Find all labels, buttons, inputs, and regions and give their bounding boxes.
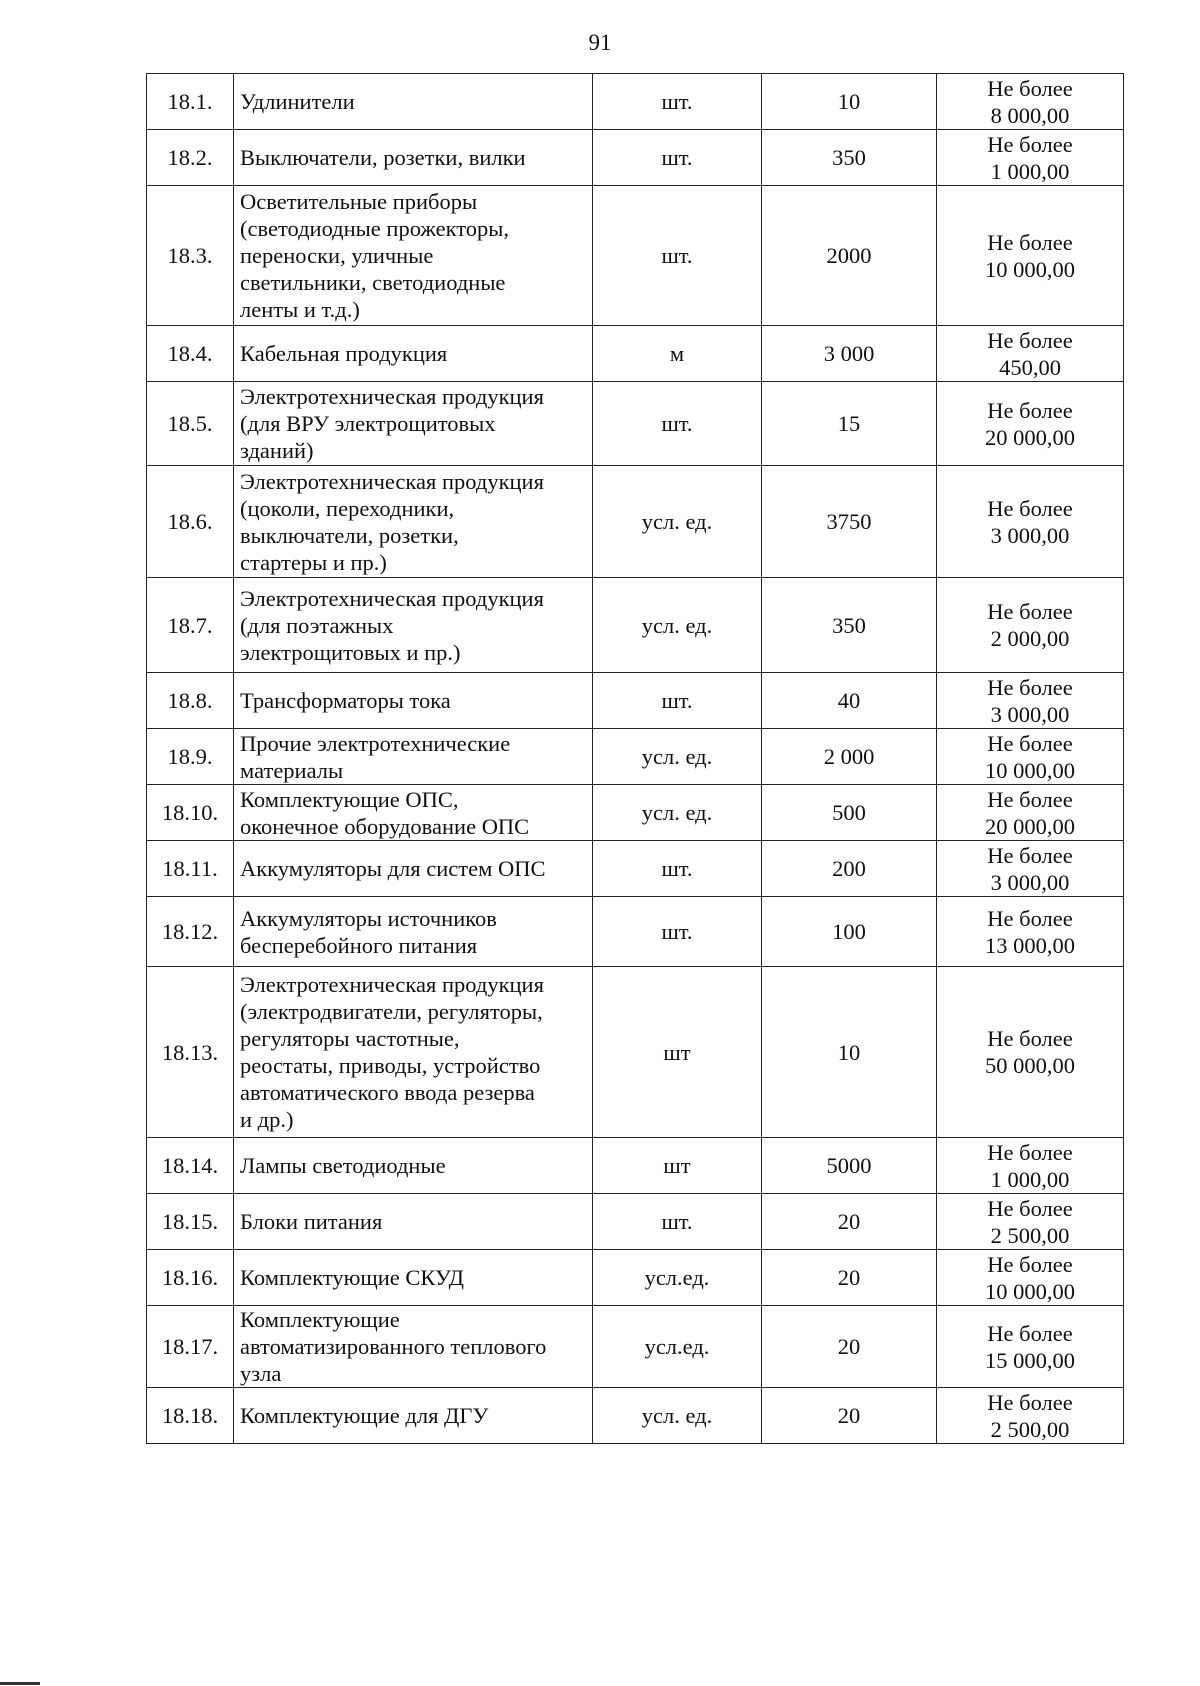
item-name-line: (для поэтажных bbox=[240, 612, 394, 638]
table-row bbox=[147, 326, 1124, 382]
table-row bbox=[147, 841, 1124, 897]
price-cell bbox=[937, 578, 1124, 673]
item-name-line: автоматизированного теплового bbox=[240, 1334, 547, 1359]
item-name-line: Осветительные приборы bbox=[240, 189, 478, 214]
item-name-line: материалы bbox=[240, 757, 344, 783]
quantity-cell: 2000 bbox=[762, 186, 937, 326]
price-cell bbox=[937, 729, 1124, 785]
row-number-cell: 18.3. bbox=[147, 186, 234, 326]
row-number-cell: 18.16. bbox=[147, 1250, 234, 1306]
item-name-line: Выключатели, розетки, вилки bbox=[240, 145, 526, 170]
price-line: Не более bbox=[987, 1320, 1073, 1346]
price-line: 15 000,00 bbox=[985, 1347, 1075, 1373]
unit-cell: усл.ед. bbox=[593, 1306, 762, 1388]
price-cell bbox=[937, 841, 1124, 897]
price-line: Не более bbox=[987, 842, 1073, 868]
item-name-line: (цоколи, переходники, bbox=[240, 495, 455, 521]
table-row bbox=[147, 578, 1124, 673]
item-name-line: переноски, уличные bbox=[240, 243, 434, 268]
item-name-cell bbox=[234, 729, 593, 785]
item-name-line: Удлинители bbox=[240, 89, 355, 114]
item-name-line: реостаты, приводы, устройство bbox=[240, 1053, 541, 1078]
item-name-line: Блоки питания bbox=[240, 1209, 383, 1234]
item-name-line: Прочие электротехнические bbox=[240, 730, 511, 756]
item-name-cell bbox=[234, 326, 593, 382]
item-name-cell bbox=[234, 1138, 593, 1194]
unit-cell: шт. bbox=[593, 130, 762, 186]
table-row bbox=[147, 1388, 1124, 1444]
item-name-line: автоматического ввода резерва bbox=[240, 1080, 535, 1105]
item-name-line: выключатели, розетки, bbox=[240, 522, 459, 548]
price-line: Не более bbox=[987, 730, 1073, 756]
price-line: 50 000,00 bbox=[985, 1053, 1075, 1078]
price-line: Не более bbox=[987, 495, 1073, 521]
table-row bbox=[147, 897, 1124, 967]
price-line: 2 500,00 bbox=[990, 1222, 1070, 1248]
item-name-line: (для ВРУ электрощитовых bbox=[240, 411, 496, 436]
price-line: Не более bbox=[987, 1026, 1073, 1051]
price-cell bbox=[937, 897, 1124, 967]
table-row bbox=[147, 967, 1124, 1138]
item-name-cell bbox=[234, 1250, 593, 1306]
row-number-cell: 18.11. bbox=[147, 841, 234, 897]
table-row bbox=[147, 729, 1124, 785]
row-number-cell: 18.6. bbox=[147, 466, 234, 578]
quantity-cell: 20 bbox=[762, 1194, 937, 1250]
item-name-line: оконечное оборудование ОПС bbox=[240, 813, 530, 839]
price-line: Не более bbox=[987, 1195, 1073, 1221]
row-number-cell: 18.4. bbox=[147, 326, 234, 382]
item-name-line: зданий) bbox=[240, 438, 314, 463]
quantity-cell: 100 bbox=[762, 897, 937, 967]
row-number-cell: 18.5. bbox=[147, 382, 234, 466]
row-number-cell: 18.17. bbox=[147, 1306, 234, 1388]
scan-edge-mark bbox=[0, 1682, 40, 1685]
price-line: 20 000,00 bbox=[985, 424, 1075, 450]
item-name-cell bbox=[234, 466, 593, 578]
price-line: Не более bbox=[987, 786, 1073, 812]
quantity-cell: 5000 bbox=[762, 1138, 937, 1194]
price-line: Не более bbox=[987, 1139, 1073, 1165]
row-number-cell: 18.8. bbox=[147, 673, 234, 729]
price-cell bbox=[937, 74, 1124, 130]
item-name-line: Электротехническая продукция bbox=[240, 972, 544, 997]
price-line: 3 000,00 bbox=[990, 701, 1070, 727]
price-line: Не более bbox=[987, 131, 1073, 157]
price-line: 13 000,00 bbox=[985, 932, 1075, 958]
price-cell bbox=[937, 1138, 1124, 1194]
quantity-cell: 3750 bbox=[762, 466, 937, 578]
table-row bbox=[147, 673, 1124, 729]
item-name-line: светильники, светодиодные bbox=[240, 270, 506, 295]
table-row bbox=[147, 1250, 1124, 1306]
item-name-line: электрощитовых и пр.) bbox=[240, 639, 461, 665]
item-name-cell bbox=[234, 186, 593, 326]
table-row bbox=[147, 1138, 1124, 1194]
item-name-cell bbox=[234, 841, 593, 897]
price-cell bbox=[937, 130, 1124, 186]
price-line: Не более bbox=[987, 1389, 1073, 1415]
item-name-line: регуляторы частотные, bbox=[240, 1026, 460, 1051]
price-line: 3 000,00 bbox=[990, 522, 1070, 548]
item-name-line: бесперебойного питания bbox=[240, 932, 478, 958]
unit-cell: шт. bbox=[593, 673, 762, 729]
quantity-cell: 10 bbox=[762, 967, 937, 1138]
item-name-line: Аккумуляторы для систем ОПС bbox=[240, 856, 546, 881]
price-line: 1 000,00 bbox=[990, 1166, 1070, 1192]
unit-cell: шт. bbox=[593, 382, 762, 466]
item-name-line: Кабельная продукция bbox=[240, 341, 448, 366]
price-line: Не более bbox=[987, 1251, 1073, 1277]
row-number-cell: 18.18. bbox=[147, 1388, 234, 1444]
price-line: Не более bbox=[987, 397, 1073, 423]
item-name-cell bbox=[234, 382, 593, 466]
item-name-cell bbox=[234, 74, 593, 130]
item-name-cell bbox=[234, 1306, 593, 1388]
quantity-cell: 2 000 bbox=[762, 729, 937, 785]
row-number-cell: 18.10. bbox=[147, 785, 234, 841]
item-name-line: ленты и т.д.) bbox=[240, 297, 360, 322]
quantity-cell: 20 bbox=[762, 1250, 937, 1306]
price-cell bbox=[937, 1250, 1124, 1306]
price-cell bbox=[937, 382, 1124, 466]
item-name-line: Электротехническая продукция bbox=[240, 384, 544, 409]
price-line: Не более bbox=[987, 75, 1073, 101]
items-table bbox=[146, 73, 1124, 1444]
item-name-line: (электродвигатели, регуляторы, bbox=[240, 999, 543, 1024]
unit-cell: шт bbox=[593, 1138, 762, 1194]
table-row bbox=[147, 785, 1124, 841]
item-name-line: узла bbox=[240, 1361, 282, 1386]
unit-cell: шт bbox=[593, 967, 762, 1138]
item-name-line: стартеры и пр.) bbox=[240, 549, 387, 575]
price-line: Не более bbox=[987, 599, 1073, 624]
quantity-cell: 500 bbox=[762, 785, 937, 841]
price-line: 450,00 bbox=[999, 354, 1061, 380]
unit-cell: шт. bbox=[593, 74, 762, 130]
table-row bbox=[147, 382, 1124, 466]
quantity-cell: 20 bbox=[762, 1388, 937, 1444]
item-name-line: Электротехническая продукция bbox=[240, 468, 544, 494]
unit-cell: усл. ед. bbox=[593, 729, 762, 785]
quantity-cell: 200 bbox=[762, 841, 937, 897]
item-name-line: Комплектующие ОПС, bbox=[240, 786, 459, 812]
unit-cell: усл. ед. bbox=[593, 578, 762, 673]
table-row bbox=[147, 1194, 1124, 1250]
price-cell bbox=[937, 326, 1124, 382]
quantity-cell: 350 bbox=[762, 130, 937, 186]
price-line: Не более bbox=[987, 327, 1073, 353]
price-cell bbox=[937, 673, 1124, 729]
row-number-cell: 18.9. bbox=[147, 729, 234, 785]
unit-cell: усл. ед. bbox=[593, 1388, 762, 1444]
price-cell bbox=[937, 785, 1124, 841]
quantity-cell: 15 bbox=[762, 382, 937, 466]
item-name-cell bbox=[234, 673, 593, 729]
table-row bbox=[147, 74, 1124, 130]
price-cell bbox=[937, 186, 1124, 326]
unit-cell: м bbox=[593, 326, 762, 382]
price-line: 1 000,00 bbox=[990, 158, 1070, 184]
unit-cell: усл. ед. bbox=[593, 785, 762, 841]
row-number-cell: 18.13. bbox=[147, 967, 234, 1138]
table-row bbox=[147, 186, 1124, 326]
price-cell bbox=[937, 1194, 1124, 1250]
price-line: 10 000,00 bbox=[985, 757, 1075, 783]
unit-cell: усл. ед. bbox=[593, 466, 762, 578]
quantity-cell: 10 bbox=[762, 74, 937, 130]
item-name-cell bbox=[234, 897, 593, 967]
unit-cell: шт. bbox=[593, 841, 762, 897]
unit-cell: шт. bbox=[593, 1194, 762, 1250]
item-name-cell bbox=[234, 785, 593, 841]
table-row bbox=[147, 466, 1124, 578]
item-name-line: Электротехническая продукция bbox=[240, 585, 544, 611]
unit-cell: усл.ед. bbox=[593, 1250, 762, 1306]
table-row bbox=[147, 130, 1124, 186]
price-line: 10 000,00 bbox=[985, 1278, 1075, 1304]
row-number-cell: 18.1. bbox=[147, 74, 234, 130]
price-cell bbox=[937, 466, 1124, 578]
item-name-line: (светодиодные прожекторы, bbox=[240, 216, 510, 241]
row-number-cell: 18.14. bbox=[147, 1138, 234, 1194]
quantity-cell: 20 bbox=[762, 1306, 937, 1388]
item-name-line: Аккумуляторы источников bbox=[240, 905, 497, 931]
price-line: 2 000,00 bbox=[990, 626, 1070, 651]
item-name-line: Комплектующие СКУД bbox=[240, 1265, 464, 1290]
price-cell bbox=[937, 967, 1124, 1138]
price-line: Не более bbox=[987, 229, 1073, 255]
row-number-cell: 18.7. bbox=[147, 578, 234, 673]
row-number-cell: 18.12. bbox=[147, 897, 234, 967]
unit-cell: шт. bbox=[593, 897, 762, 967]
quantity-cell: 3 000 bbox=[762, 326, 937, 382]
price-line: 8 000,00 bbox=[990, 102, 1070, 128]
price-line: 10 000,00 bbox=[985, 256, 1075, 282]
price-line: Не более bbox=[987, 674, 1073, 700]
item-name-cell bbox=[234, 1194, 593, 1250]
price-line: 3 000,00 bbox=[990, 869, 1070, 895]
item-name-line: Лампы светодиодные bbox=[240, 1153, 446, 1178]
unit-cell: шт. bbox=[593, 186, 762, 326]
item-name-cell bbox=[234, 130, 593, 186]
table-body bbox=[147, 74, 1124, 1444]
item-name-cell bbox=[234, 1388, 593, 1444]
item-name-line: и др.) bbox=[240, 1107, 294, 1132]
price-line: Не более bbox=[987, 905, 1073, 931]
quantity-cell: 350 bbox=[762, 578, 937, 673]
page-number: 91 bbox=[588, 30, 612, 55]
item-name-line: Трансформаторы тока bbox=[240, 688, 451, 713]
price-cell bbox=[937, 1306, 1124, 1388]
price-line: 20 000,00 bbox=[985, 813, 1075, 839]
row-number-cell: 18.2. bbox=[147, 130, 234, 186]
item-name-cell bbox=[234, 967, 593, 1138]
price-line: 2 500,00 bbox=[990, 1416, 1070, 1442]
quantity-cell: 40 bbox=[762, 673, 937, 729]
row-number-cell: 18.15. bbox=[147, 1194, 234, 1250]
price-cell bbox=[937, 1388, 1124, 1444]
table-row bbox=[147, 1306, 1124, 1388]
item-name-line: Комплектующие для ДГУ bbox=[240, 1403, 489, 1428]
item-name-line: Комплектующие bbox=[240, 1307, 400, 1332]
item-name-cell bbox=[234, 578, 593, 673]
